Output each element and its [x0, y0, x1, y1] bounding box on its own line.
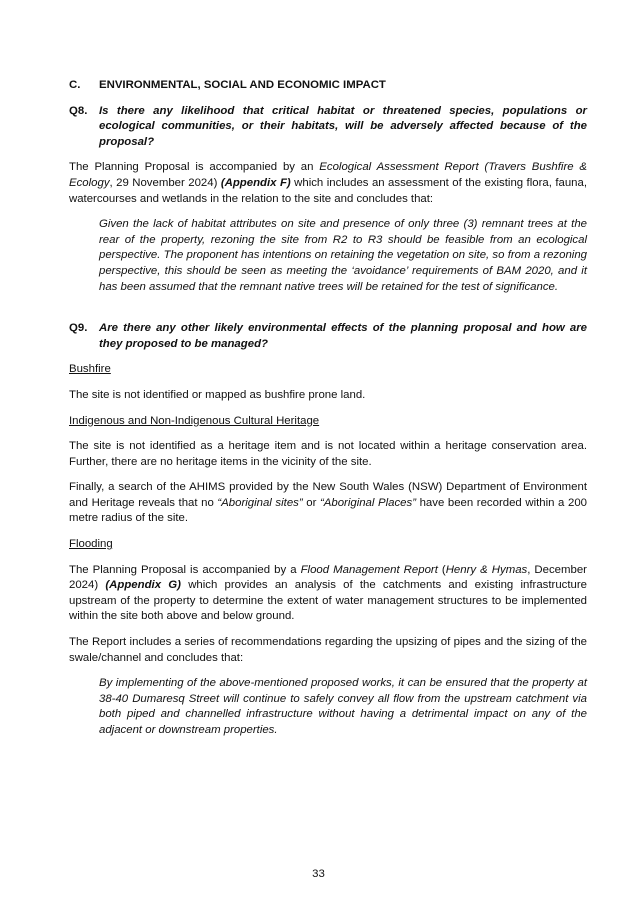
ecological-quote: Given the lack of habitat attributes on site and presence of only three (3) remnant trees at the rear of the property, rezoning the site from R2 to R3 should be feasible from an ecological perspective. The proponent has intentions on retaining the vegetation on site, so from a rezoning perspective, this should be seen as meeting the ‘avoidance’ requirements of BAM 2020, and it has been assumed that the remnant native trees will be retained for the test of significance. [99, 218, 587, 293]
text-run: ( [437, 563, 446, 576]
text-run: or [302, 496, 320, 509]
text-run: Finally, a search of the AHIMS provided by the New South Wales (NSW) Department of Environment and Heritage reveals that no [69, 481, 587, 509]
question-q8 [69, 104, 587, 151]
ecological-paragraph [69, 160, 587, 207]
heritage-paragraph-2 [69, 480, 587, 527]
flooding-paragraph-1 [69, 563, 587, 625]
text-run: , 29 November 2024) [109, 176, 221, 189]
text-run: The Planning Proposal is accompanied by an [69, 161, 320, 174]
text-run: , December 2024) [69, 563, 587, 592]
text-run: Henry & Hymas [445, 563, 528, 576]
section-heading [69, 78, 587, 94]
flooding-quote: By implementing of the above-mentioned proposed works, it can be ensured that the property at 38-40 Dumaresq Street will continue to safely convey all flow from the upstream catchment via both piped and channelled infrastructure without having a detrimental impact on any of the adjacent or downstream properties. [99, 677, 587, 736]
question-text: Is there any likelihood that critical habitat or threatened species, populations or ecological communities, or their habitats, will be adversely affected because of the proposal? [99, 104, 587, 148]
question-number: Q8. [69, 104, 88, 117]
question-q9 [69, 321, 587, 352]
subheading-bushfire: Bushfire [69, 363, 111, 376]
text-run: have been recorded within a 200 metre radius of the site. [69, 496, 587, 525]
report-title: Ecological Assessment Report (Travers Bushfire & Ecology [69, 161, 587, 189]
appendix-ref: (Appendix G) [105, 579, 181, 592]
section-letter: C. [69, 79, 81, 91]
section-title: ENVIRONMENTAL, SOCIAL AND ECONOMIC IMPACT [99, 79, 386, 91]
subheading-flooding: Flooding [69, 538, 113, 551]
report-title: Flood Management Report [300, 563, 438, 576]
document-page [69, 78, 587, 749]
question-number: Q9. [69, 322, 88, 335]
text-run: “Aboriginal Places” [319, 496, 416, 509]
text-run: which includes an assessment of the existing flora, fauna, watercourses and wetlands in the relation to the site and concludes that: [69, 176, 587, 205]
text-run: The Planning Proposal is accompanied by a [69, 563, 301, 576]
text-run: “Aboriginal sites” [217, 496, 303, 509]
bushfire-paragraph: The site is not identified or mapped as bushfire prone land. [69, 388, 366, 401]
flooding-paragraph-2: The Report includes a series of recommendations regarding the upsizing of pipes and the sizing of the swale/channel and concludes that: [69, 636, 587, 664]
subheading-heritage: Indigenous and Non-Indigenous Cultural Heritage [69, 414, 320, 427]
page-number: 33 [312, 868, 325, 880]
text-run: which provides an analysis of the catchments and existing infrastructure upstream of the property to determine the extent of water management structures to be implemented within the site both above and below ground. [69, 579, 587, 623]
appendix-ref: (Appendix F) [220, 176, 291, 189]
heritage-paragraph-1: The site is not identified as a heritage item and is not located within a heritage conservation area. Further, there are no heritage items in the vicinity of the site. [69, 440, 587, 468]
question-text: Are there any other likely environmental effects of the planning proposal and how are they proposed to be managed? [99, 322, 587, 350]
